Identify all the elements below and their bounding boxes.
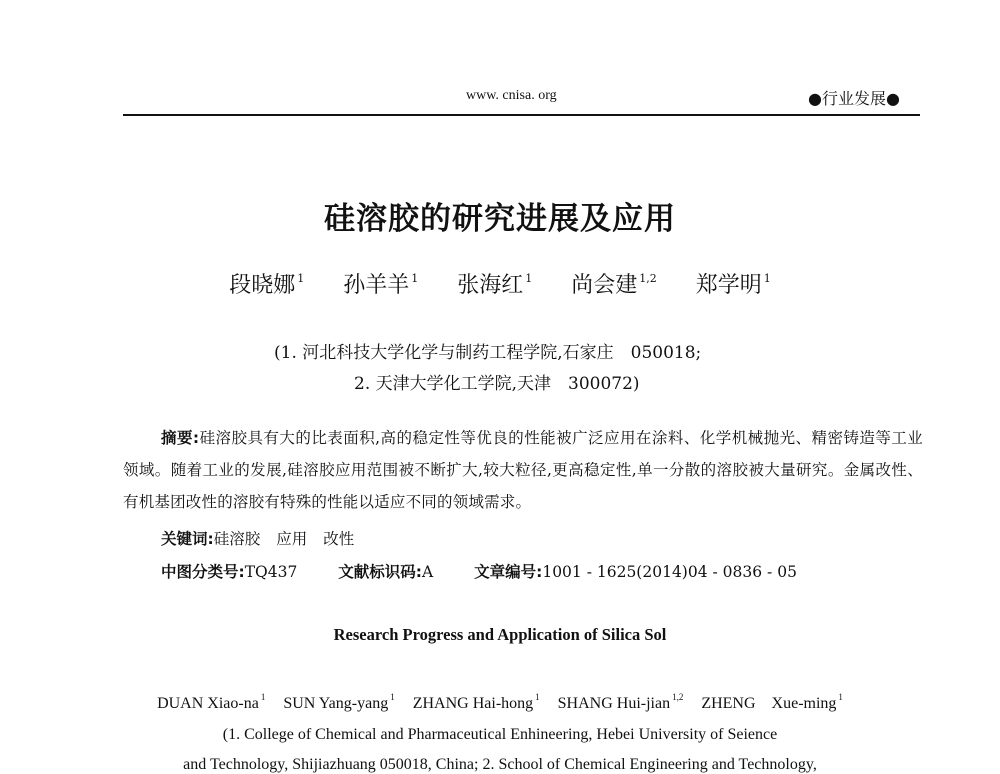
author-name: 孙羊羊 [343,273,410,298]
author-list-en [0,690,1000,713]
keyword-item: 应用 [276,530,308,548]
author-affiliation-marker: 1 [838,692,843,702]
author-en-1 [157,692,266,712]
author-affiliation-marker: 1 [390,692,395,702]
author-name: SUN Yang-yang [283,695,389,712]
author-en-2 [283,692,395,712]
author-affiliation-marker: 1 [411,272,419,285]
article-number-value: 1001 - 1625(2014)04 - 0836 - 05 [542,563,797,581]
author-name: ZHANG Hai-hong [412,695,534,712]
author-list-cn [0,268,1000,299]
affiliation-en-2: and Technology, Shijiazhuang 050018, China; 2. School of Chemical Engineering and Technology, [183,756,817,773]
author-name: 张海红 [457,273,524,298]
keywords-line [161,527,370,549]
author-affiliation-marker: 1 [297,272,305,285]
article-title-cn: 硅溶胶的研究进展及应用 [324,201,676,237]
article-number [474,563,797,581]
author-name: 段晓娜 [229,273,296,298]
article-number-label: 文章编号: [474,563,543,581]
document-code [338,563,433,581]
author-cn-5 [696,273,771,298]
keyword-item: 硅溶胶 [213,530,261,548]
abstract-label: 摘要: [161,429,200,447]
clc-value: TQ437 [244,563,298,581]
document-code-label: 文献标识码: [338,563,422,581]
author-cn-2 [343,273,418,298]
author-name: 郑学明 [695,273,762,298]
abstract-text: 硅溶胶具有大的比表面积,高的稳定性等优良的性能被广泛应用在涂料、化学机械抛光、精密铸造等工业领域。随着工业的发展,硅溶胶应用范围被不断扩大,较大粒径,更高稳定性,单一分散的溶胶被大量研究。金属改性、有机基团改性的溶胶有特殊的性能以适应不同的领域需求。 [123,429,923,511]
section-tag: ●行业发展● [808,89,900,108]
author-cn-1 [229,273,304,298]
author-affiliation-marker: 1 [525,272,533,285]
author-affiliation-marker: 1 [763,272,771,285]
author-affiliation-marker: 1,2 [672,692,684,702]
article-title-en: Research Progress and Application of Silica Sol [333,625,667,644]
affiliation-cn-2: 2. 天津大学化工学院,天津 300072) [354,374,640,394]
affiliation-cn-1: (1. 河北科技大学化学与制药工程学院,石家庄 050018; [274,343,702,363]
affiliation-en-1: (1. College of Chemical and Pharmaceutical Enhineering, Hebei University of Seience [222,726,778,743]
author-affiliation-marker: 1 [535,692,540,702]
author-cn-3 [457,273,532,298]
author-affiliation-marker: 1,2 [639,272,657,285]
author-en-5 [701,692,843,712]
keyword-item: 改性 [323,530,355,548]
author-name: 尚会建 [571,273,638,298]
header-rule [123,114,920,116]
author-affiliation-marker: 1 [260,692,266,702]
classification-line [161,560,833,582]
author-en-3 [412,692,540,712]
clc-number [161,563,297,581]
author-en-4 [557,692,684,712]
clc-label: 中图分类号: [161,563,245,581]
site-url[interactable]: www. cnisa. org [466,88,557,103]
abstract [123,422,923,518]
author-name: DUAN Xiao-na [157,695,259,712]
author-name: SHANG Hui-jian [557,695,671,712]
author-name: ZHENG Xue-ming [701,695,837,712]
document-code-value: A [421,563,434,581]
keywords-label: 关键词: [161,530,214,548]
author-cn-4 [571,273,657,298]
